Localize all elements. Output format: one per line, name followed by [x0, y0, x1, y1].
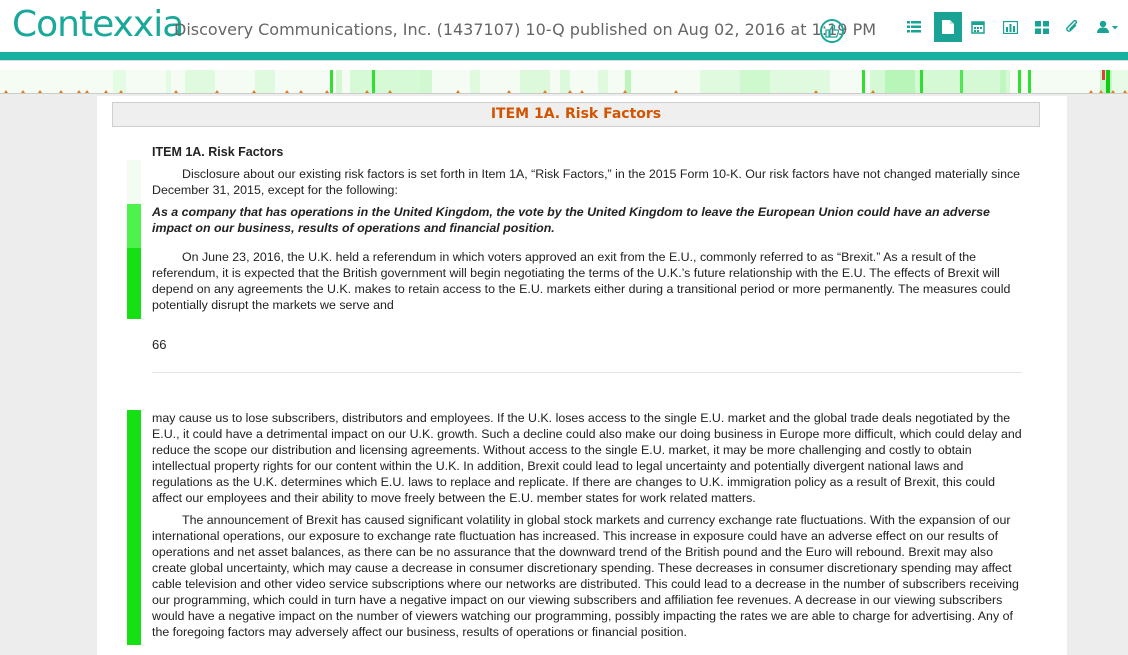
accent-band [0, 52, 1128, 60]
logo[interactable]: Contexxia [12, 4, 184, 45]
toolbar [908, 12, 1128, 42]
change-marker[interactable] [19, 90, 27, 94]
change-marker[interactable] [1087, 90, 1095, 94]
grid-icon[interactable] [1028, 12, 1056, 42]
change-marker[interactable] [57, 90, 65, 94]
change-marker[interactable] [323, 90, 331, 94]
change-marker[interactable] [1097, 90, 1105, 94]
section-header[interactable]: ITEM 1A. Risk Factors [112, 102, 1040, 127]
change-heatmap-bar[interactable] [0, 60, 1128, 94]
top-bar [0, 0, 1128, 52]
risk-factor-heading: As a company that has operations in the United Kingdom, the vote by the United Kingdom to leave the European Union could have an adverse impact on our business, results of operations and financial position. [152, 205, 990, 235]
change-marker[interactable] [454, 90, 462, 94]
change-marker[interactable] [2, 90, 10, 94]
change-marker[interactable] [297, 90, 305, 94]
change-marker[interactable] [250, 90, 258, 94]
document-icon[interactable] [934, 12, 962, 42]
change-marker[interactable] [117, 90, 125, 94]
change-marker[interactable] [386, 90, 394, 94]
paperclip-icon[interactable] [1058, 12, 1086, 42]
change-marker[interactable] [1109, 90, 1117, 94]
change-marker[interactable] [505, 90, 513, 94]
change-marker[interactable] [672, 90, 680, 94]
change-marker[interactable] [621, 90, 629, 94]
change-marker[interactable] [75, 90, 83, 94]
change-strength-bar [127, 248, 141, 319]
paragraph: On June 23, 2016, the U.K. held a referendum in which voters approved an exit from the E.U., commonly referred to as “Brexit.” As a result of the referendum, it is expected that the British government will begin negotiating the terms of the U.K.’s future relationship with the E.U. The effects of Brexit will depend on any agreements the U.K. makes to retain access to the E.U. markets either during a transitional period or more permanently. The measures could potentially disrupt the markets we serve and [152, 250, 1011, 312]
change-strength-bar [127, 410, 141, 645]
change-marker[interactable] [172, 90, 180, 94]
thumbs-up-icon[interactable] [820, 19, 844, 43]
change-marker[interactable] [541, 90, 549, 94]
change-marker[interactable] [213, 90, 221, 94]
change-marker[interactable] [566, 90, 574, 94]
change-marker[interactable] [363, 90, 371, 94]
change-marker[interactable] [36, 90, 44, 94]
page-divider [152, 372, 1022, 373]
change-marker[interactable] [283, 90, 291, 94]
section-heading: ITEM 1A. Risk Factors [152, 145, 284, 159]
change-marker[interactable] [578, 90, 586, 94]
document-title: Discovery Communications, Inc. (1437107) 10-Q published on Aug 02, 2016 at 1:19 PM [174, 20, 877, 39]
change-strength-bar [127, 160, 141, 204]
change-strength-bar [127, 204, 141, 248]
paragraph: The announcement of Brexit has caused significant volatility in global stock markets and currency exchange rate fluctuations. With the expansion of our international operations, our exposure to exchange rate fluctuation has increased. This increase in exposure could have an adverse effect on our results of operations and net asset balances, as there can be no assurance that the downward trend of the British pound and the Euro will rebound. Brexit may also create global uncertainty, which may cause a decrease in consumer discretionary spending. These decreases in consumer discretionary spending may affect cable television and other video service subscriptions where our networks are distributed. This could lead to a decrease in the number of subscribers receiving our programming, which could in turn have a negative impact on our viewing subscribers and affiliation fee revenues. A decrease in our viewing subscribers would have a negative impact on the number of viewers watching our programming, possibly impacting the rates we are able to charge for advertising. Any of the foregoing factors may adversely affect our business, results of operations or financial position. [152, 513, 1019, 639]
change-marker[interactable] [869, 90, 877, 94]
user-icon[interactable] [1090, 12, 1126, 42]
calendar-icon[interactable] [964, 12, 992, 42]
change-marker[interactable] [812, 90, 820, 94]
list-icon[interactable] [900, 12, 928, 42]
paragraph: Disclosure about our existing risk factors is set forth in Item 1A, “Risk Factors,” in the 2015 Form 10-K. Our risk factors have not changed materially since December 31, 2015, except for the following: [152, 167, 1021, 197]
change-marker[interactable] [83, 90, 91, 94]
change-marker[interactable] [1121, 90, 1128, 94]
change-marker[interactable] [102, 90, 110, 94]
paragraph: may cause us to lose subscribers, distributors and employees. If the U.K. loses access to the single E.U. market and the global trade deals negotiated by the E.U., it could have a detrimental impact on our U.K. growth. Such a decline could also make our doing business in Europe more difficult, which could delay and reduce the scope our distribution and licensing agreements. Without access to the single E.U. market, it may be more challenging and costly to obtain intellectual property rights for our content within the U.K. In addition, Brexit could lead to legal uncertainty and potentially divergent national laws and regulations as the U.K. determines which E.U. laws to replace and replicate. If there are changes to U.K. immigration policy as a result of Brexit, this could affect our employees and their ability to move freely between the E.U. member states for work related matters. [152, 411, 1022, 505]
page-number: 66 [152, 337, 167, 352]
chart-icon[interactable] [996, 12, 1024, 42]
